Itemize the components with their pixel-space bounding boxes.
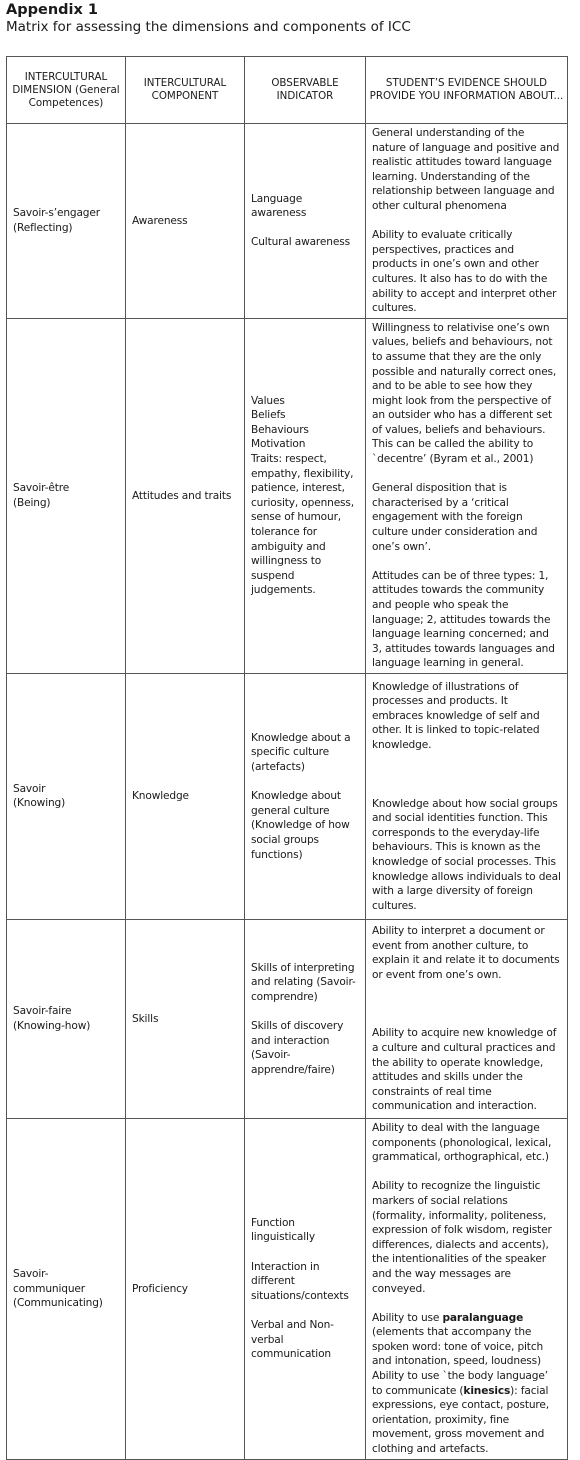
indicator-item: Skills of interpreting and relating (Savoir-comprendre) bbox=[251, 961, 356, 1003]
appendix-subtitle: Matrix for assessing the dimensions and components of ICC bbox=[6, 19, 411, 35]
header-dimension: INTERCULTURAL DIMENSION (General Competences) bbox=[7, 57, 126, 124]
header-indicator: OBSERVABLE INDICATOR bbox=[245, 57, 366, 124]
evidence-text: Ability to use `the body language’ to communicate ( bbox=[372, 1370, 548, 1397]
evidence-paragraph: Ability to interpret a document or event from another culture, to explain it and relate it to documents or event from one’s own. bbox=[372, 925, 560, 981]
dimension-gloss: (Knowing) bbox=[13, 797, 66, 810]
dimension-name: Savoir-faire bbox=[13, 1005, 72, 1018]
indicator-item: Cultural awareness bbox=[251, 236, 350, 249]
component-cell: Awareness bbox=[126, 124, 245, 319]
component-cell: Skills bbox=[126, 919, 245, 1118]
dimension-name: Savoir-être bbox=[13, 482, 70, 495]
indicator-item: Behaviours bbox=[251, 423, 309, 436]
evidence-text: Ability to use bbox=[372, 1311, 443, 1324]
indicator-item: Values bbox=[251, 394, 285, 407]
dimension-cell bbox=[7, 673, 126, 919]
evidence-cell bbox=[366, 318, 568, 673]
dimension-gloss: (Being) bbox=[13, 496, 51, 509]
evidence-paragraph: Ability to recognize the linguistic markers of social relations (formality, informality, politeness, expression of folk wisdom, register differences, dialects and accents), the intentionalities of the speaker and the way messages are conveyed. bbox=[372, 1180, 552, 1295]
component-cell: Proficiency bbox=[126, 1118, 245, 1459]
dimension-name: Savoir-s’engager bbox=[13, 207, 100, 220]
evidence-paragraph: General understanding of the nature of language and positive and realistic attitudes toward language learning. Understanding of the relationship between language and other cultural phenomena bbox=[372, 127, 560, 212]
evidence-paragraph bbox=[372, 1369, 561, 1457]
table-header-row bbox=[7, 57, 568, 124]
appendix-heading bbox=[6, 2, 411, 36]
evidence-paragraph: Knowledge of illustrations of processes and products. It embraces knowledge of self and other. It is linked to topic-related knowledge. bbox=[372, 680, 540, 751]
indicator-cell bbox=[245, 124, 366, 319]
component-cell: Attitudes and traits bbox=[126, 318, 245, 673]
indicator-item: Beliefs bbox=[251, 409, 286, 422]
indicator-item: Motivation bbox=[251, 438, 306, 451]
evidence-paragraph: General disposition that is characterised by a ‘critical engagement with the foreign culture under consideration and one’s own’. bbox=[372, 482, 538, 553]
dimension-name: Savoir-communiquer bbox=[13, 1267, 85, 1295]
indicator-item: Function linguistically bbox=[251, 1216, 315, 1244]
indicator-item: Knowledge about a specific culture (artefacts) bbox=[251, 731, 351, 773]
dimension-gloss: (Knowing-how) bbox=[13, 1019, 91, 1032]
dimension-cell bbox=[7, 1118, 126, 1459]
dimension-gloss: (Reflecting) bbox=[13, 221, 73, 234]
evidence-cell bbox=[366, 1118, 568, 1459]
table-row bbox=[7, 1118, 568, 1459]
dimension-cell bbox=[7, 318, 126, 673]
evidence-paragraph: Willingness to relativise one’s own values, beliefs and behaviours, not to assume that they are the only possible and naturally correct ones, and to be able to see how they might look from the perspective of an outsider who has a different set of values, beliefs and behaviours. This can be called the ability to `decentre’ (Byram et al., 2001) bbox=[372, 321, 557, 466]
evidence-paragraph bbox=[372, 1311, 561, 1369]
evidence-paragraph: Ability to acquire new knowledge of a culture and cultural practices and the ability to operate knowledge, attitudes and skills under the constraints of real time communication and interaction. bbox=[372, 1027, 557, 1113]
indicator-cell bbox=[245, 318, 366, 673]
evidence-text: (elements that accompany the spoken word: tone of voice, pitch and intonation, speed, loudness) bbox=[372, 1326, 544, 1368]
component-cell: Knowledge bbox=[126, 673, 245, 919]
indicator-item: Skills of discovery and interaction (Savoir-apprendre/faire) bbox=[251, 1019, 344, 1076]
header-evidence: STUDENT’S EVIDENCE SHOULD PROVIDE YOU INFORMATION ABOUT... bbox=[366, 57, 568, 124]
evidence-cell bbox=[366, 124, 568, 319]
indicator-cell bbox=[245, 919, 366, 1118]
evidence-paragraph: Ability to deal with the language components (phonological, lexical, grammatical, orthographical, etc.) bbox=[372, 1121, 552, 1164]
dimension-gloss: (Communicating) bbox=[13, 1297, 103, 1310]
dimension-cell bbox=[7, 919, 126, 1118]
evidence-paragraph: Attitudes can be of three types: 1, attitudes towards the community and people who speak the language; 2, attitudes towards the language learning concerned; and 3, attitudes towards languages and language learning in general. bbox=[372, 569, 555, 670]
table-row bbox=[7, 673, 568, 919]
indicator-item: Verbal and Non-verbal communication bbox=[251, 1318, 334, 1361]
evidence-paragraph: Ability to evaluate critically perspectives, practices and products in one’s own and other cultures. It also has to do with the ability to accept and interpret other cultures. bbox=[372, 229, 557, 315]
dimension-cell bbox=[7, 124, 126, 319]
keyword-paralanguage: paralanguage bbox=[442, 1311, 524, 1324]
evidence-text: ): facial expressions, eye contact, posture, orientation, proximity, fine movement, gross movement and clothing and artefacts. bbox=[372, 1384, 549, 1456]
header-component: INTERCULTURAL COMPONENT bbox=[126, 57, 245, 124]
evidence-paragraph: Knowledge about how social groups and social identities function. This corresponds to the everyday-life behaviours. This is known as the knowledge of social processes. This knowledge allows individuals to deal with a large diversity of foreign cultures. bbox=[372, 797, 561, 912]
table-row bbox=[7, 124, 568, 319]
indicator-item: Interaction in different situations/contexts bbox=[251, 1260, 349, 1302]
icc-matrix-table bbox=[6, 56, 568, 1460]
table-row bbox=[7, 919, 568, 1118]
indicator-item: Language awareness bbox=[251, 192, 307, 220]
table-row bbox=[7, 318, 568, 673]
evidence-cell bbox=[366, 919, 568, 1118]
indicator-cell bbox=[245, 1118, 366, 1459]
evidence-cell bbox=[366, 673, 568, 919]
appendix-label: Appendix 1 bbox=[6, 2, 98, 18]
indicator-cell bbox=[245, 673, 366, 919]
keyword-kinesics: kinesics bbox=[463, 1384, 511, 1397]
indicator-item: Knowledge about general culture (Knowledge of how social groups functions) bbox=[251, 790, 350, 861]
dimension-name: Savoir bbox=[13, 782, 46, 795]
indicator-item: Traits: respect, empathy, flexibility, patience, interest, curiosity, openness, sense of humour, tolerance for ambiguity and willingness to suspend judgements. bbox=[251, 453, 355, 597]
